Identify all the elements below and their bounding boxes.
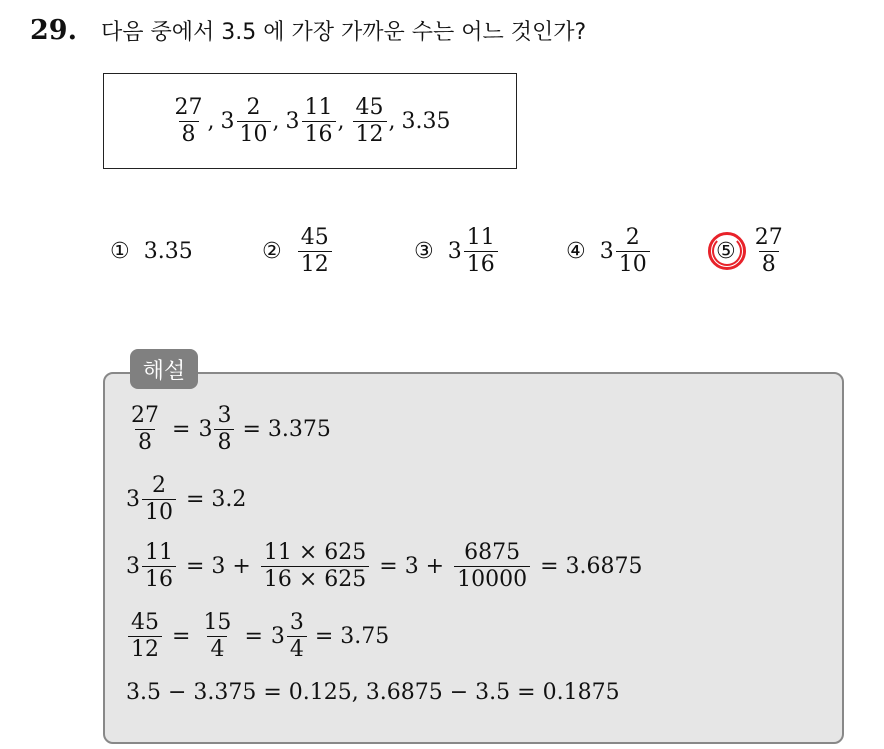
choice-1[interactable] xyxy=(110,220,193,282)
mixed-number: 3 $\frac{11}{16}$ xyxy=(286,97,338,146)
choice-2[interactable]: ② $\frac{45}{12}$ xyxy=(262,220,334,282)
solution-line-3: 3 $\frac{11}{16}$ = 3 + $\frac{11 \times 625}{16 \times 625}$ = 3 + $\frac{6875}{10000}$ = 3.6875 xyxy=(126,540,643,592)
choice-marker: ③ xyxy=(414,238,434,264)
mixed-number: 3 $\frac{2}{10}$ xyxy=(221,97,273,146)
solution-line-2: 3 $\frac{2}{10}$ = 3.2 xyxy=(126,473,247,525)
solution-line-4: $\frac{45}{12}$ = $\frac{15}{4}$ = 3 $\frac{3}{4}$ = 3.75 xyxy=(126,612,389,661)
question-number: 29. xyxy=(30,14,77,46)
given-numbers: $\frac{27}{8}$ , 3 $\frac{2}{10}$ , 3 $\frac{11}{16}$ , $\frac{45}{12}$ , 3.35 xyxy=(170,97,451,146)
question-text: 다음 중에서 3.5 에 가장 가까운 수는 어느 것인가? xyxy=(100,19,587,45)
solution-line-1: $\frac{27}{8}$ = 3 $\frac{3}{8}$ = 3.375 xyxy=(131,403,331,455)
fraction: $\frac{27}{8}$ xyxy=(174,94,203,147)
fraction: $\frac{45}{12}$ xyxy=(353,97,387,146)
choice-marker: ① xyxy=(110,238,130,264)
choice-5[interactable]: ⑤ $\frac{27}{8}$ xyxy=(716,220,788,282)
choice-marker: ④ xyxy=(566,238,586,264)
choice-4[interactable]: ④ 3 $\frac{2}{10}$ xyxy=(566,220,652,282)
solution-tag: 해설 xyxy=(130,349,198,389)
choice-value: 3.35 xyxy=(143,238,193,264)
solution-line-5: 3.5 − 3.375 = 0.125, 3.6875 − 3.5 = 0.1875 xyxy=(126,680,620,705)
decimal-value: 3.35 xyxy=(401,108,451,134)
choice-3[interactable]: ③ 3 $\frac{11}{16}$ xyxy=(414,220,500,282)
answer-circle-mark-inner xyxy=(712,236,742,266)
question-header xyxy=(30,10,586,50)
choice-marker: ⑤ xyxy=(716,239,736,264)
given-numbers-box xyxy=(103,73,517,169)
choice-marker: ② xyxy=(262,238,282,264)
